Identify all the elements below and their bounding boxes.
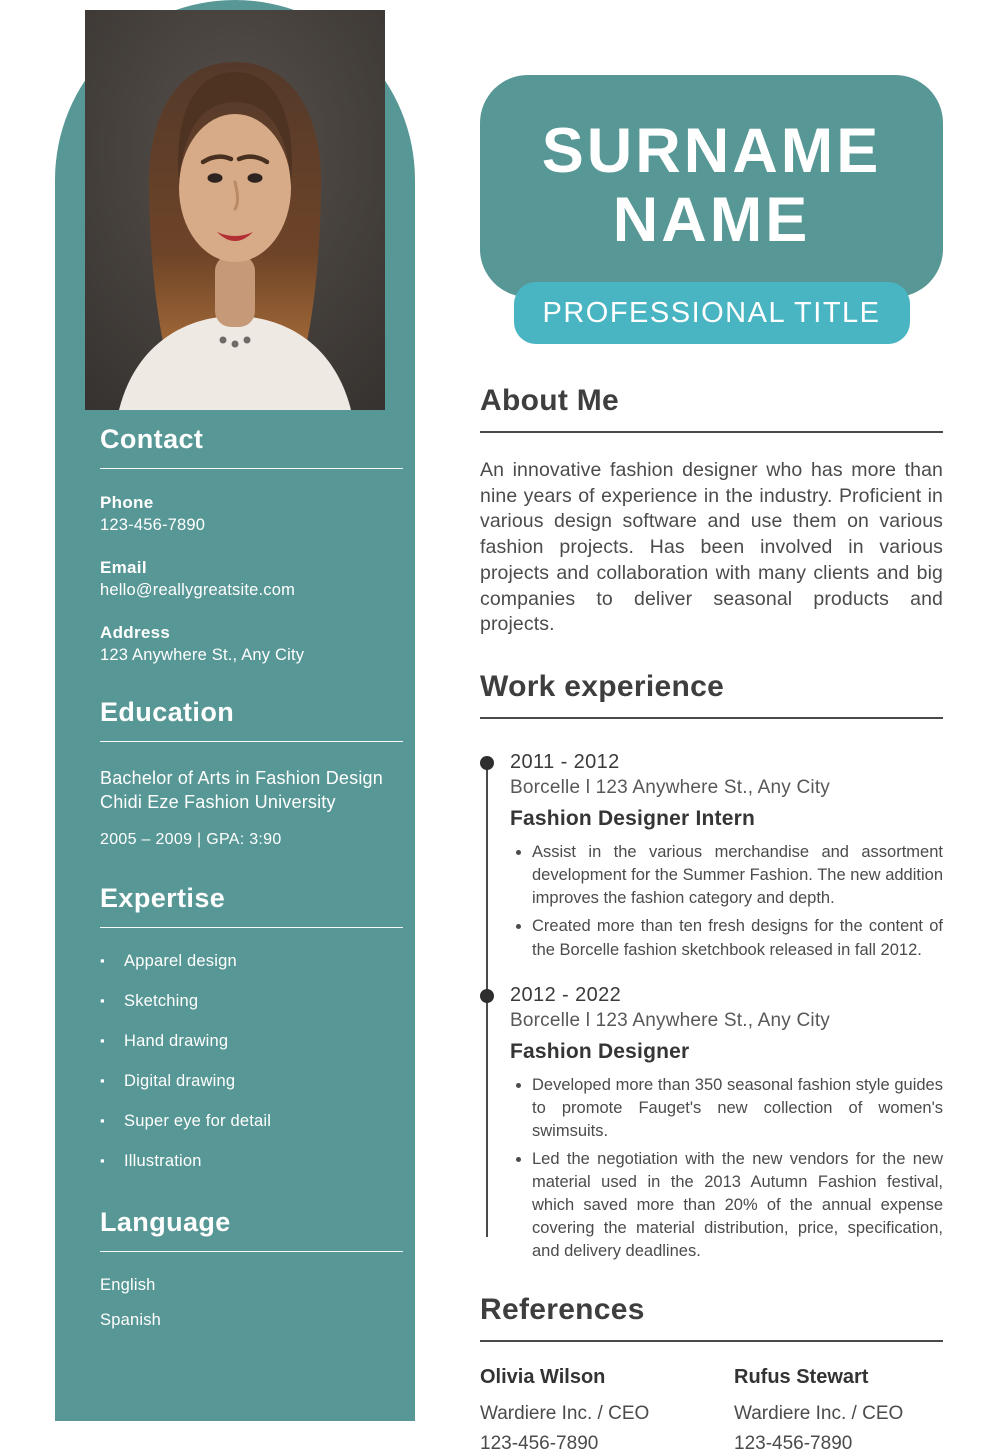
name-line-1: SURNAME <box>541 115 882 186</box>
work-company: Borcelle l 123 Anywhere St., Any City <box>510 777 830 799</box>
references-section <box>480 1293 943 1455</box>
contact-heading: Contact <box>100 424 403 469</box>
education-heading: Education <box>100 697 403 742</box>
reference-phone: 123-456-7890 <box>734 1433 853 1455</box>
work-entry <box>510 751 943 961</box>
work-period: 2011 - 2012 <box>510 751 620 774</box>
sidebar-content <box>55 424 415 1330</box>
expertise-list <box>100 952 403 1171</box>
language-item: Spanish <box>100 1310 162 1329</box>
section-divider <box>480 1340 943 1342</box>
language-item: English <box>100 1275 156 1294</box>
reference-name: Olivia Wilson <box>480 1366 606 1389</box>
contact-item-address <box>100 623 403 665</box>
phone-label: Phone <box>100 493 154 512</box>
expertise-item: ▪ Illustration <box>100 1152 403 1171</box>
address-label: Address <box>100 623 171 642</box>
language-heading: Language <box>100 1207 403 1252</box>
education-period: 2005 – 2009 | GPA: 3:90 <box>100 830 282 848</box>
phone-value: 123-456-7890 <box>100 516 206 534</box>
expertise-item: ▪ Hand drawing <box>100 1032 403 1051</box>
education-school: Chidi Eze Fashion University <box>100 792 336 813</box>
name-banner <box>480 75 943 297</box>
section-divider <box>480 717 943 719</box>
work-bullet-list <box>532 841 943 961</box>
main-column <box>480 0 943 1455</box>
expertise-item: ▪ Digital drawing <box>100 1072 403 1091</box>
email-value: hello@reallygreatsite.com <box>100 581 296 599</box>
work-heading: Work experience <box>480 670 725 704</box>
timeline-dot <box>480 756 494 770</box>
expertise-item: ▪ Sketching <box>100 992 403 1011</box>
contact-item-phone <box>100 493 403 535</box>
work-bullet: • Led the negotiation with the new vendors for the new material used in the 2013 Autumn Fashion festival, which saved more than 20% of the annual expense covering the material distribution, price, specification, and delivery deadlines. <box>532 1148 943 1263</box>
professional-title-badge <box>514 282 910 344</box>
language-list <box>100 1276 403 1330</box>
work-bullet-list <box>532 1074 943 1264</box>
work-company: Borcelle l 123 Anywhere St., Any City <box>510 1009 830 1031</box>
reference-name: Rufus Stewart <box>734 1366 869 1389</box>
reference-company: Wardiere Inc. / CEO <box>734 1403 904 1425</box>
references-heading: References <box>480 1293 645 1327</box>
expertise-item: ▪ Apparel design <box>100 952 403 971</box>
expertise-item: ▪ Super eye for detail <box>100 1112 403 1131</box>
work-role: Fashion Designer Intern <box>510 807 755 831</box>
work-section <box>480 670 943 1263</box>
timeline-dot <box>480 989 494 1003</box>
work-bullet: • Assist in the various merchandise and assortment development for the Summer Fashion. The new addition improves the fashion category and depth. <box>532 841 943 910</box>
work-timeline <box>480 751 943 1263</box>
education-section <box>100 697 403 849</box>
name-line-2: NAME <box>612 185 811 255</box>
reference-phone: 123-456-7890 <box>480 1433 599 1455</box>
profile-photo <box>85 10 385 410</box>
address-value: 123 Anywhere St., Any City <box>100 646 305 664</box>
references-grid <box>480 1366 943 1455</box>
email-label: Email <box>100 558 147 577</box>
work-entry <box>510 984 943 1264</box>
education-degree: Bachelor of Arts in Fashion Design <box>100 768 383 788</box>
portrait-illustration <box>85 10 385 410</box>
work-bullet: • Created more than ten fresh designs for the content of the Borcelle fashion sketchbook released in fall 2012. <box>532 915 943 961</box>
about-section <box>480 384 943 638</box>
work-role: Fashion Designer <box>510 1039 690 1063</box>
reference-card <box>734 1366 943 1455</box>
expertise-heading: Expertise <box>100 883 403 928</box>
sidebar <box>55 0 415 1421</box>
about-text: An innovative fashion designer who has more than nine years of experience in the industry. Proficient in various design software and use them on various fashion projects. Has been involved in various projects and collaboration with many clients and big companies to deliver seasonal products and projects. <box>480 459 943 636</box>
reference-company: Wardiere Inc. / CEO <box>480 1403 650 1425</box>
reference-card <box>480 1366 689 1455</box>
professional-title-text: PROFESSIONAL TITLE <box>542 296 881 329</box>
about-heading: About Me <box>480 384 620 417</box>
contact-section <box>100 424 403 665</box>
contact-item-email <box>100 558 403 600</box>
language-section <box>100 1207 403 1330</box>
section-divider <box>480 431 943 433</box>
expertise-section <box>100 883 403 1171</box>
work-bullet: • Developed more than 350 seasonal fashion style guides to promote Fauget's new collection of women's swimsuits. <box>532 1074 943 1143</box>
work-period: 2012 - 2022 <box>510 983 622 1006</box>
